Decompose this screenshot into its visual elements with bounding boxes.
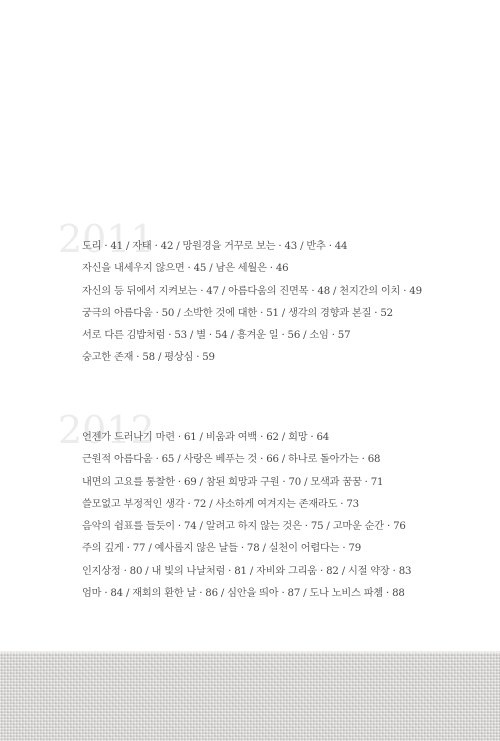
contents-line: 숭고한 존재 · 58 / 평상심 · 59 bbox=[82, 352, 215, 364]
contents-line: 서로 다른 김밥처럼 · 53 / 별 · 54 / 흥겨운 일 · 56 / 소임 · 57 bbox=[82, 330, 351, 342]
contents-list bbox=[82, 236, 482, 370]
contents-line: 인지상정 · 80 / 내 빛의 나날처럼 · 81 / 자비와 그리움 · 82 / 시절 약장 · 83 bbox=[82, 565, 412, 577]
contents-line: 엄마 · 84 / 재회의 환한 날 · 86 / 심안을 띄아 · 87 / 도나 노비스 파쳄 · 88 bbox=[82, 588, 405, 600]
contents-line: 언젠가 드러나기 마련 · 61 / 비움과 여백 · 62 / 희망 · 64 bbox=[82, 432, 330, 443]
contents-line: 근원적 아름다움 · 65 / 사랑은 베푸는 것 · 66 / 하나로 돌아가는 · 68 bbox=[82, 454, 381, 466]
contents-line: 내면의 고요를 통찰한 · 69 / 참된 희망과 구원 · 70 / 모색과 꿈꿈 · 71 bbox=[82, 476, 384, 488]
contents-line: 음악의 쉼표를 들듯이 · 74 / 알려고 하지 않는 것은 · 75 / 고마운 순간 · 76 bbox=[82, 521, 406, 533]
contents-line: 궁극의 아름다움 · 50 / 소박한 것에 대한 · 51 / 생각의 경향과 본질 · 52 bbox=[82, 307, 393, 319]
contents-line: 자신의 등 뒤에서 지켜보는 · 47 / 아름다움의 진면목 · 48 / 천지간의 이치 · 49 bbox=[82, 285, 422, 297]
contents-line: 도리 · 41 / 자태 · 42 / 망원경을 거꾸로 보는 · 43 / 반추 · 44 bbox=[82, 241, 348, 252]
year-heading: 2011 bbox=[58, 217, 155, 261]
contents-line: 주의 깊게 · 77 / 예사롭지 않은 날들 · 78 / 실천이 어렵다는 · 79 bbox=[82, 543, 361, 555]
contents-line: 자신을 내세우지 않으면 · 45 / 남은 세월은 · 46 bbox=[82, 263, 289, 275]
year-heading: 2012 bbox=[58, 408, 155, 452]
year-section-2012 bbox=[58, 408, 482, 605]
contents-list bbox=[82, 427, 482, 605]
year-section-2011 bbox=[58, 217, 482, 370]
contents-line: 쓸모없고 부정적인 생각 · 72 / 사소하게 여겨지는 존재라도 · 73 bbox=[82, 498, 359, 510]
linen-texture-footer bbox=[0, 651, 500, 741]
